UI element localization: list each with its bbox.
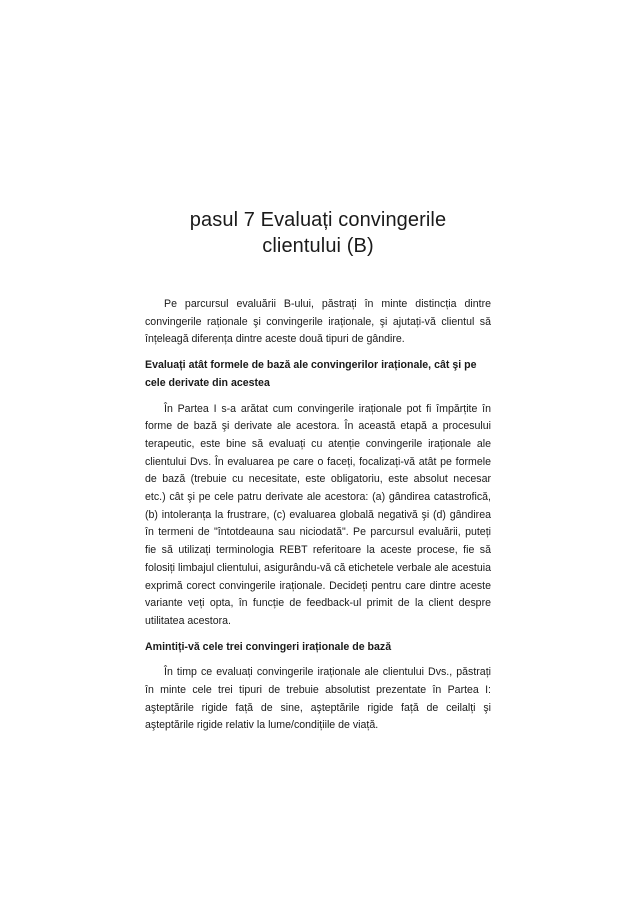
section-heading-1: Evaluați atât formele de bază ale convingerilor iraționale, cât şi pe cele derivate din acestea (145, 359, 477, 389)
chapter-title-line-2: clientului (B) (262, 235, 374, 257)
chapter-body (145, 296, 491, 735)
section-paragraph-1: În Partea I s-a arătat cum convingerile iraționale pot fi împărțite în forme de bază şi derivate ale acestora. În această etapă a procesului terapeutic, este bine să evaluați cu atenție convingerile iraționale ale clientului Dvs. În evaluarea pe care o faceți, focalizați-vă atât pe formele de bază (trebuie cu necesitate, este obligatoriu, este absolut necesar etc.) cât şi pe cele patru derivate ale acestora: (a) gândirea catastrofică, (b) intoleranța la frustrare, (c) evaluarea globală negativă şi (d) gândirea în termeni de "întotdeauna sau niciodată". Pe parcursul evaluării, puteți fie să utilizați terminologia REBT referitoare la aceste procese, fie să folosiți limbajul clientului, asigurându-vă că etichetele verbale ale acestuia exprimă corect convingerile iraționale. Decideți pentru care dintre aceste variante veți opta, în funcție de feedback-ul primit de la client despre utilitatea acestora. (145, 402, 491, 627)
section-paragraph-2: În timp ce evaluați convingerile iraționale ale clientului Dvs., păstrați în minte cele trei tipuri de trebuie absolutist prezentate în Partea I: aşteptările rigide față de sine, aşteptările rigide față de ceilalți şi aşteptările rigide relativ la lume/condițiile de viață. (145, 666, 491, 732)
section-heading-2: Amintiți-vă cele trei convingeri iraționale de bază (145, 640, 392, 653)
chapter-title (150, 207, 486, 259)
intro-paragraph: Pe parcursul evaluării B-ului, păstrați în minte distincția dintre convingerile raționale şi convingerile iraționale, şi ajutați-vă clientul să înțeleagă diferența dintre aceste două tipuri de gândire. (145, 298, 491, 346)
chapter-title-line-1: pasul 7 Evaluați convingerile (189, 209, 447, 231)
